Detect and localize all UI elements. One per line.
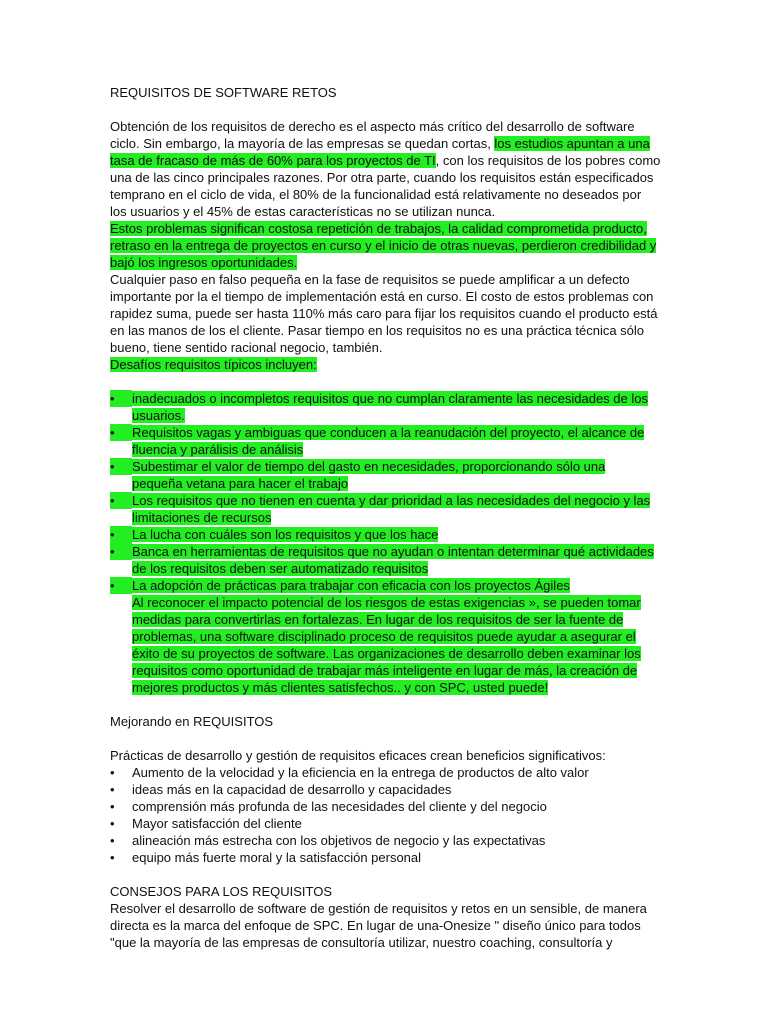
cost-line: en las manos de los el cliente. Pasar tiempo en los requisitos no es una práctica técnica sólo	[110, 323, 645, 338]
intro-line: una de las cinco principales razones. Por otra parte, cuando los requisitos están especificados	[110, 170, 654, 185]
tips-line: directa es la marca del enfoque de SPC. En lugar de una-Onesize " diseño único para todos	[110, 918, 641, 933]
bullet-icon: •	[110, 492, 132, 509]
intro-line	[110, 152, 661, 169]
list-item-text: equipo más fuerte moral y la satisfacción personal	[132, 850, 422, 865]
bullet-icon: •	[110, 458, 132, 475]
highlighted-text: mejores productos y más clientes satisfechos.. y con SPC, usted puede!	[132, 680, 549, 695]
list-item	[110, 764, 658, 781]
highlighted-text: requisitos como oportunidad de trabajar más inteligente en lugar de más, la creación de	[132, 663, 638, 678]
challenges-list	[110, 390, 658, 594]
highlighted-text: los estudios apuntan a una	[494, 136, 650, 151]
practices-intro: Prácticas de desarrollo y gestión de requisitos eficaces crean beneficios significativos:	[110, 748, 606, 763]
problems-paragraph	[110, 220, 658, 271]
highlighted-text: bajó los ingresos oportunidades.	[110, 255, 298, 270]
list-item	[110, 832, 658, 849]
bullet-icon: •	[110, 850, 115, 865]
highlighted-text: Estos problemas significan costosa repetición de trabajos, la calidad comprometida producto,	[110, 221, 647, 236]
spacer	[110, 730, 658, 747]
list-item	[110, 543, 658, 577]
intro-line	[110, 135, 658, 152]
bullet-icon: •	[110, 543, 132, 560]
bullet-icon: •	[110, 577, 132, 594]
list-item	[110, 815, 658, 832]
tips-line: "que la mayoría de las empresas de consultoría utilizar, nuestro coaching, consultoría y	[110, 935, 613, 950]
bullet-icon: •	[110, 799, 115, 814]
list-item-text: Aumento de la velocidad y la eficiencia en la entrega de productos de alto valor	[132, 765, 589, 780]
intro-text: ciclo. Sin embargo, la mayoría de las empresas se quedan cortas,	[110, 136, 495, 151]
list-item	[110, 390, 658, 424]
list-item	[110, 781, 658, 798]
highlighted-text: tasa de fracaso de más de 60% para los proyectos de TI	[110, 153, 436, 168]
list-item	[110, 849, 658, 866]
list-item-text: alineación más estrecha con los objetivos de negocio y las expectativas	[132, 833, 546, 848]
document-title: REQUISITOS DE SOFTWARE RETOS	[110, 85, 337, 100]
bullet-icon: •	[110, 390, 132, 407]
intro-line: temprano en el ciclo de vida, el 80% de la funcionalidad está relativamente no deseados por	[110, 187, 642, 202]
list-item-text: fluencia y parálisis de análisis	[132, 442, 304, 457]
list-item-text: Requisitos vagas y ambiguas que conducen a la reanudación del proyecto, el alcance de	[132, 425, 645, 440]
spacer	[110, 373, 658, 390]
list-item	[110, 577, 658, 594]
list-item-text: Banca en herramientas de requisitos que no ayudan o intentan determinar qué actividades	[132, 544, 654, 559]
benefits-list	[110, 764, 658, 866]
list-item	[110, 458, 658, 492]
intro-text: , con los requisitos de los pobres como	[435, 153, 661, 168]
recognize-paragraph	[110, 594, 658, 696]
list-item-text: Los requisitos que no tienen en cuenta y dar prioridad a las necesidades del negocio y las	[132, 493, 651, 508]
highlighted-text: Al reconocer el impacto potencial de los riesgos de estas exigencias », se pueden tomar	[132, 595, 641, 610]
cost-line: importante por la el tiempo de implementación está en curso. El costo de estos problemas con	[110, 289, 654, 304]
tips-line: Resolver el desarrollo de software de gestión de requisitos y retos en un sensible, de manera	[110, 901, 647, 916]
list-item-text: de los requisitos deben ser automatizado requisitos	[132, 561, 429, 576]
highlighted-text: problemas, una software disciplinado proceso de requisitos puede ayudar a asegurar el	[132, 629, 636, 644]
spacer	[110, 866, 658, 883]
list-item-text: pequeña vetana para hacer el trabajo	[132, 476, 349, 491]
bullet-icon: •	[110, 833, 115, 848]
list-item	[110, 526, 658, 543]
list-item-text: inadecuados o incompletos requisitos que no cumplan claramente las necesidades de los	[132, 391, 648, 406]
list-item-text: usuarios.	[132, 408, 185, 423]
bullet-icon: •	[110, 424, 132, 441]
list-item-text: limitaciones de recursos	[132, 510, 272, 525]
highlighted-text: retraso en la entrega de proyectos en curso y el inicio de otras nuevas, perdieron credibilidad y	[110, 238, 657, 253]
cost-line: bueno, tiene sentido racional negocio, también.	[110, 340, 383, 355]
cost-line: rapidez suma, puede ser hasta 110% más caro para fijar los requisitos cuando el producto está	[110, 306, 658, 321]
intro-line: Obtención de los requisitos de derecho es el aspecto más crítico del desarrollo de software	[110, 119, 635, 134]
challenges-heading: Desafíos requisitos típicos incluyen:	[110, 357, 317, 372]
list-item	[110, 424, 658, 458]
cost-paragraph	[110, 271, 658, 356]
list-item-text: La adopción de prácticas para trabajar con eficacia con los proyectos Ágiles	[132, 578, 570, 593]
highlighted-text: éxito de su proyectos de software. Las organizaciones de desarrollo deben examinar los	[132, 646, 641, 661]
bullet-icon: •	[110, 765, 115, 780]
list-item-text: La lucha con cuáles son los requisitos y que los hace	[132, 527, 439, 542]
spacer	[110, 696, 658, 713]
tips-heading: CONSEJOS PARA LOS REQUISITOS	[110, 884, 333, 899]
highlighted-text: medidas para convertirlas en fortalezas. En lugar de los requisitos de ser la fuente de	[132, 612, 624, 627]
list-item-text: ideas más en la capacidad de desarrollo y capacidades	[132, 782, 452, 797]
list-item	[110, 492, 658, 526]
improving-heading: Mejorando en REQUISITOS	[110, 714, 274, 729]
list-item-text: comprensión más profunda de las necesidades del cliente y del negocio	[132, 799, 547, 814]
bullet-icon: •	[110, 526, 132, 543]
cost-line: Cualquier paso en falso pequeña en la fase de requisitos se puede amplificar a un defecto	[110, 272, 630, 287]
list-item	[110, 798, 658, 815]
intro-line: los usuarios y el 45% de estas características no se utilizan nunca.	[110, 204, 496, 219]
bullet-icon: •	[110, 782, 115, 797]
list-item-text: Subestimar el valor de tiempo del gasto en necesidades, proporcionando sólo una	[132, 459, 606, 474]
tips-paragraph	[110, 900, 658, 951]
intro-paragraph	[110, 118, 661, 220]
bullet-icon: •	[110, 816, 115, 831]
list-item-text: Mayor satisfacción del cliente	[132, 816, 302, 831]
